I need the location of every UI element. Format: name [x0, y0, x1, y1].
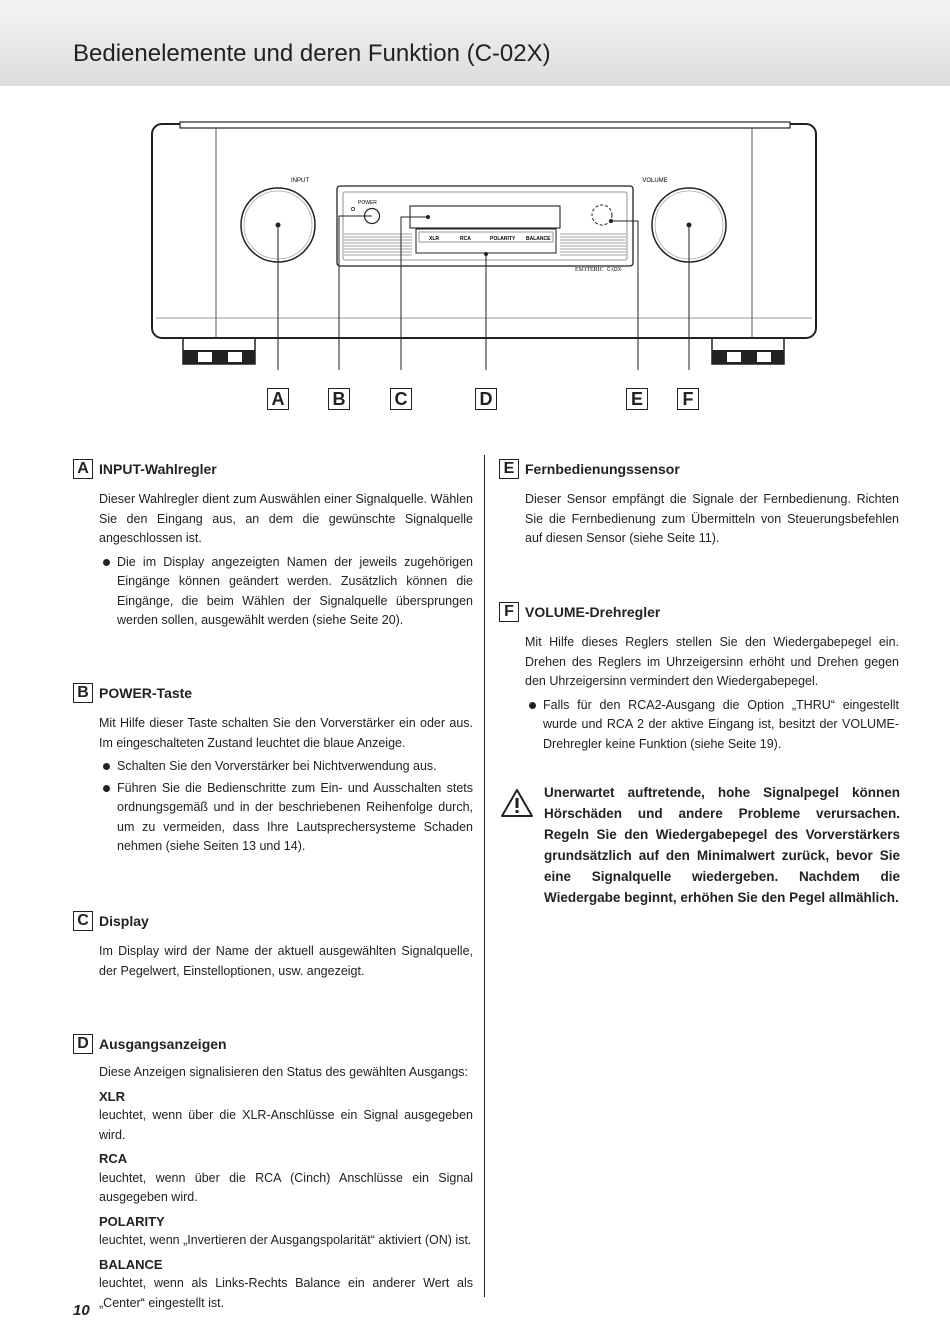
power-label: POWER [358, 200, 377, 206]
section-letter: D [73, 1034, 93, 1054]
section-title: POWER-Taste [99, 685, 193, 701]
section-letter: C [73, 911, 93, 931]
section-remote-sensor [499, 458, 899, 549]
section-text: Im Display wird der Name der aktuell ausgewählten Signalquelle, der Pegelwert, Einstelloptionen, usw. angezeigt. [99, 944, 473, 978]
display-window [410, 206, 560, 228]
section-title: Ausgangsanzeigen [99, 1036, 227, 1052]
section-text: Diese Anzeigen signalisieren den Status des gewählten Ausgangs: [99, 1065, 469, 1079]
callout-f: F [677, 388, 699, 410]
section-letter: F [499, 602, 519, 622]
section-letter: E [499, 459, 519, 479]
callout-c: C [390, 388, 412, 410]
indicator-rca: RCA [460, 236, 471, 242]
input-knob-label: INPUT [291, 178, 309, 184]
volume-knob-label: VOLUME [642, 178, 668, 184]
indicator-label-rca: RCA [99, 1151, 128, 1166]
indicator-xlr: XLR [429, 236, 439, 242]
indicator-label-balance: BALANCE [99, 1256, 163, 1272]
callout-b: B [328, 388, 350, 410]
indicator-label-polarity: POLARITY [99, 1213, 165, 1229]
section-title: Display [99, 913, 149, 929]
callout-d: D [475, 388, 497, 410]
indicator-polarity: POLARITY [490, 236, 516, 242]
page-header [0, 0, 950, 86]
section-letter: A [73, 459, 93, 479]
page-number: 10 [73, 1302, 90, 1319]
section-display [73, 910, 473, 981]
section-title: INPUT-Wahlregler [99, 461, 217, 477]
bullet-item: Falls für den RCA2-Ausgang die Option „THRU“ eingestellt wurde und RCA 2 der aktive Eingang ist, besitzt der VOLUME-Drehregler keine Funktion (siehe Seite 19). [525, 696, 899, 755]
section-power-button [73, 682, 473, 859]
section-text: Mit Hilfe dieses Reglers stellen Sie den Wiedergabepegel ein. Drehen des Reglers im Uhrzeigersinn erhöht und Drehen gegen den Uhrzeigersinn vermindert den Wiedergabepegel. [525, 635, 899, 688]
section-text: Dieser Sensor empfängt die Signale der Fernbedienung. Richten Sie die Fernbedienung zum Übermitteln von Steuerungsbefehlen auf diesen Sensor (siehe Seite 11). [525, 492, 899, 545]
section-volume-knob [499, 601, 899, 756]
brand-logo: ESOTERIC [575, 267, 604, 273]
page-title: Bedienelemente und deren Funktion (C-02X) [73, 40, 551, 67]
indicator-label-xlr: XLR [99, 1088, 125, 1104]
warning-triangle-icon [500, 788, 534, 818]
bullet-item: Führen Sie die Bedienschritte zum Ein- und Ausschalten stets ordnungsgemäß und in der beschriebenen Reihenfolge durch, um zu vermeiden, dass Ihre Lautsprechersysteme Schaden nehmen (siehe Seiten 13 und 14). [99, 779, 473, 857]
indicator-desc-polarity: leuchtet, wenn „Invertieren der Ausgangspolarität“ aktiviert (ON) ist. [99, 1233, 472, 1247]
section-text: Mit Hilfe dieser Taste schalten Sie den Vorverstärker ein oder aus. Im eingeschalteten Zustand leuchtet die blaue Anzeige. [99, 716, 473, 750]
callout-a: A [267, 388, 289, 410]
section-title: Fernbedienungssensor [525, 461, 680, 477]
indicator-desc-xlr: leuchtet, wenn über die XLR-Anschlüsse ein Signal ausgegeben wird. [99, 1108, 473, 1142]
bullet-item: Schalten Sie den Vorverstärker bei Nichtverwendung aus. [99, 757, 473, 777]
indicator-desc-balance: leuchtet, wenn als Links-Rechts Balance ein anderer Wert als „Center“ eingestellt ist. [99, 1276, 473, 1310]
section-title: VOLUME-Drehregler [525, 604, 661, 620]
section-text: Dieser Wahlregler dient zum Auswählen einer Signalquelle. Wählen Sie den Eingang aus, an dem die gewünschte Signalquelle angeschlossen ist. [99, 492, 473, 545]
callout-e: E [626, 388, 648, 410]
column-divider [484, 455, 485, 1297]
section-input-selector [73, 458, 473, 633]
section-output-indicators [73, 1033, 473, 1313]
bullet-item: Die im Display angezeigten Namen der jeweils zugehörigen Eingänge können geändert werden. Zusätzlich können die Eingänge, die beim Wählen der Signalquelle übersprungen werden sollen, ausgewählt werden (siehe Seite 20). [99, 553, 473, 631]
model-label: C-02X [607, 267, 622, 273]
device-illustration [150, 120, 820, 370]
section-letter: B [73, 683, 93, 703]
warning-text: Unerwartet auftretende, hohe Signalpegel können Hörschäden und andere Probleme verursachen. Regeln Sie den Wiedergabepegel des Vorverstärkers grundsätzlich auf den Minimalwert zurück, bevor Sie eine Signalquelle wiedergeben. Nachdem die Wiedergabe beginnt, erhöhen Sie den Pegel allmählich. [544, 785, 900, 905]
warning-notice [500, 782, 900, 908]
indicator-balance: BALANCE [526, 236, 551, 242]
indicator-desc-rca: leuchtet, wenn über die RCA (Cinch) Anschlüsse ein Signal ausgegeben wird. [99, 1170, 473, 1204]
